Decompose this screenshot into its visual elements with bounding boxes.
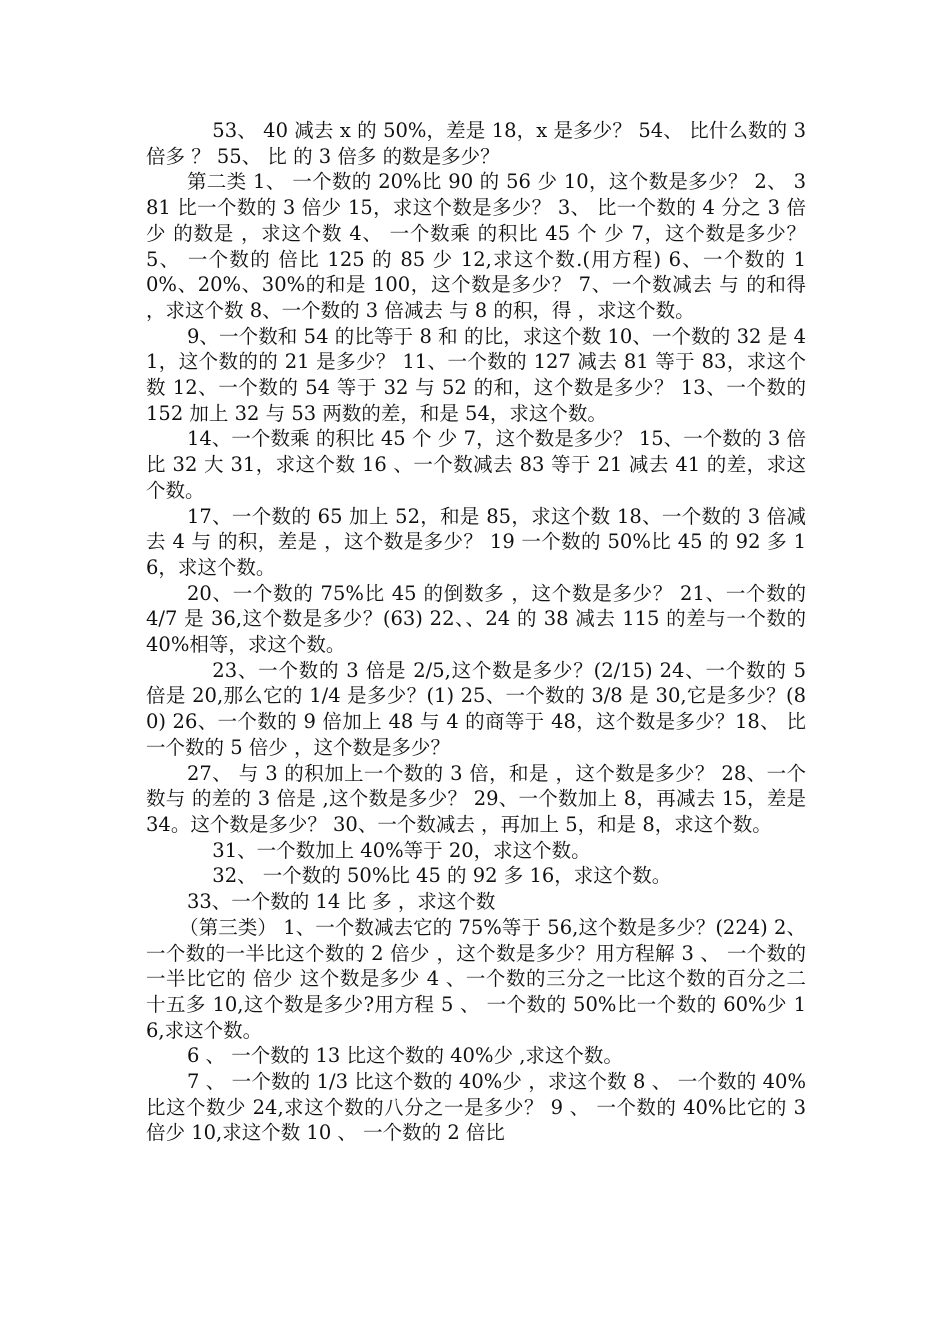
paragraph-2: 第二类 1、 一个数的 20%比 90 的 56 少 10，这个数是多少？ 2、 381 比一个数的 3 倍少 15，求这个数是多少？ 3、 比一个数的 4 分之 3 倍少 的数是 ，求这个数 4、 一个数乘 的积比 45 个 少 7，这个数是多少？ 5、 一个数的 倍比 125 的 85 少 12,求这个数.(用方程) 6、一个数的 10%、20%、30%的和是 100，这个数是多少？ 7、一个数减去 与 的和得 ，求这个数 8、一个数的 3 倍减去 与 8 的积，得 ，求这个数。 [146,170,806,322]
paragraph-1: 53、 40 减去 x 的 50%，差是 18，x 是多少？ 54、 比什么数的 3 倍多 ？ 55、 比 的 3 倍多 的数是多少？ [146,119,806,168]
paragraph-5: 17、一个数的 65 加上 52，和是 85，求这个数 18、一个数的 3 倍减去 4 与 的积，差是 ，这个数是多少？ 19 一个数的 50%比 45 的 92 多 16，求这个数。 [146,504,806,579]
paragraph-3: 9、一个数和 54 的比等于 8 和 的比，求这个数 10、一个数的 32 是 41，这个数的的 21 是多少？ 11、一个数的 127 减去 81 等于 83，求这个数 12、一个数的 54 等于 32 与 52 的和，这个数是多少？ 13、一个数的 152 加上 32 与 53 两数的差，和是 54，求这个数。 [146,324,806,425]
paragraph-9: 31、一个数加上 40%等于 20，求这个数。 [212,838,591,862]
document-page [146,118,806,1146]
paragraph-11: 33、一个数的 14 比 多 ，求这个数 [186,890,496,914]
paragraph-8: 27、 与 3 的积加上一个数的 3 倍，和是 ，这个数是多少？ 28、一个数与 的差的 3 倍是 ,这个数是多少？ 29、一个数加上 8，再减去 15，差是 34。这个数是多少？ 30、一个数减去 ，再加上 5，和是 8，求这个数。 [146,761,806,836]
paragraph-13: 6 、 一个数的 13 比这个数的 40%少 ,求这个数。 [186,1044,623,1068]
paragraph-10: 32、 一个数的 50%比 45 的 92 多 16，求这个数。 [212,864,672,888]
paragraph-14: 7 、 一个数的 1/3 比这个数的 40%少 ，求这个数 8 、 一个数的 40%比这个数少 24,求这个数的八分之一是多少？ 9 、 一个数的 40%比它的 3 倍少 10,求这个数 10 、 一个数的 2 倍比 [146,1070,806,1145]
paragraph-6: 20、一个数的 75%比 45 的倒数多 ，这个数是多少？ 21、一个数的 4/7 是 36,这个数是多少？(63) 22、、24 的 38 减去 115 的差与一个数的 40%相等，求这个数。 [146,581,806,657]
paragraph-12: （第三类） 1、一个数减去它的 75%等于 56,这个数是多少？(224) 2、一个数的一半比这个数的 2 倍少 ，这个数是多少？用方程解 3 、 一个数的一半比它的 倍少 这个数是多少 4 、一个数的三分之一比这个数的百分之二十五多 10,这个数是多少?用方程 5 、 一个数的 50%比一个数的 60%少 16,求这个数。 [146,915,806,1042]
paragraph-4: 14、一个数乘 的积比 45 个 少 7，这个数是多少？ 15、一个数的 3 倍比 32 大 31，求这个数 16 、一个数减去 83 等于 21 减去 41 的差，求这个数。 [146,427,806,502]
paragraph-7: 23、一个数的 3 倍是 2/5,这个数是多少？(2/15) 24、一个数的 5 倍是 20,那么它的 1/4 是多少？(1) 25、一个数的 3/8 是 30,它是多少？(80) 26、一个数的 9 倍加上 48 与 4 的商等于 48，这个数是多少？18、 比一个数的 5 倍少 ，这个数是多少？ [146,658,806,759]
